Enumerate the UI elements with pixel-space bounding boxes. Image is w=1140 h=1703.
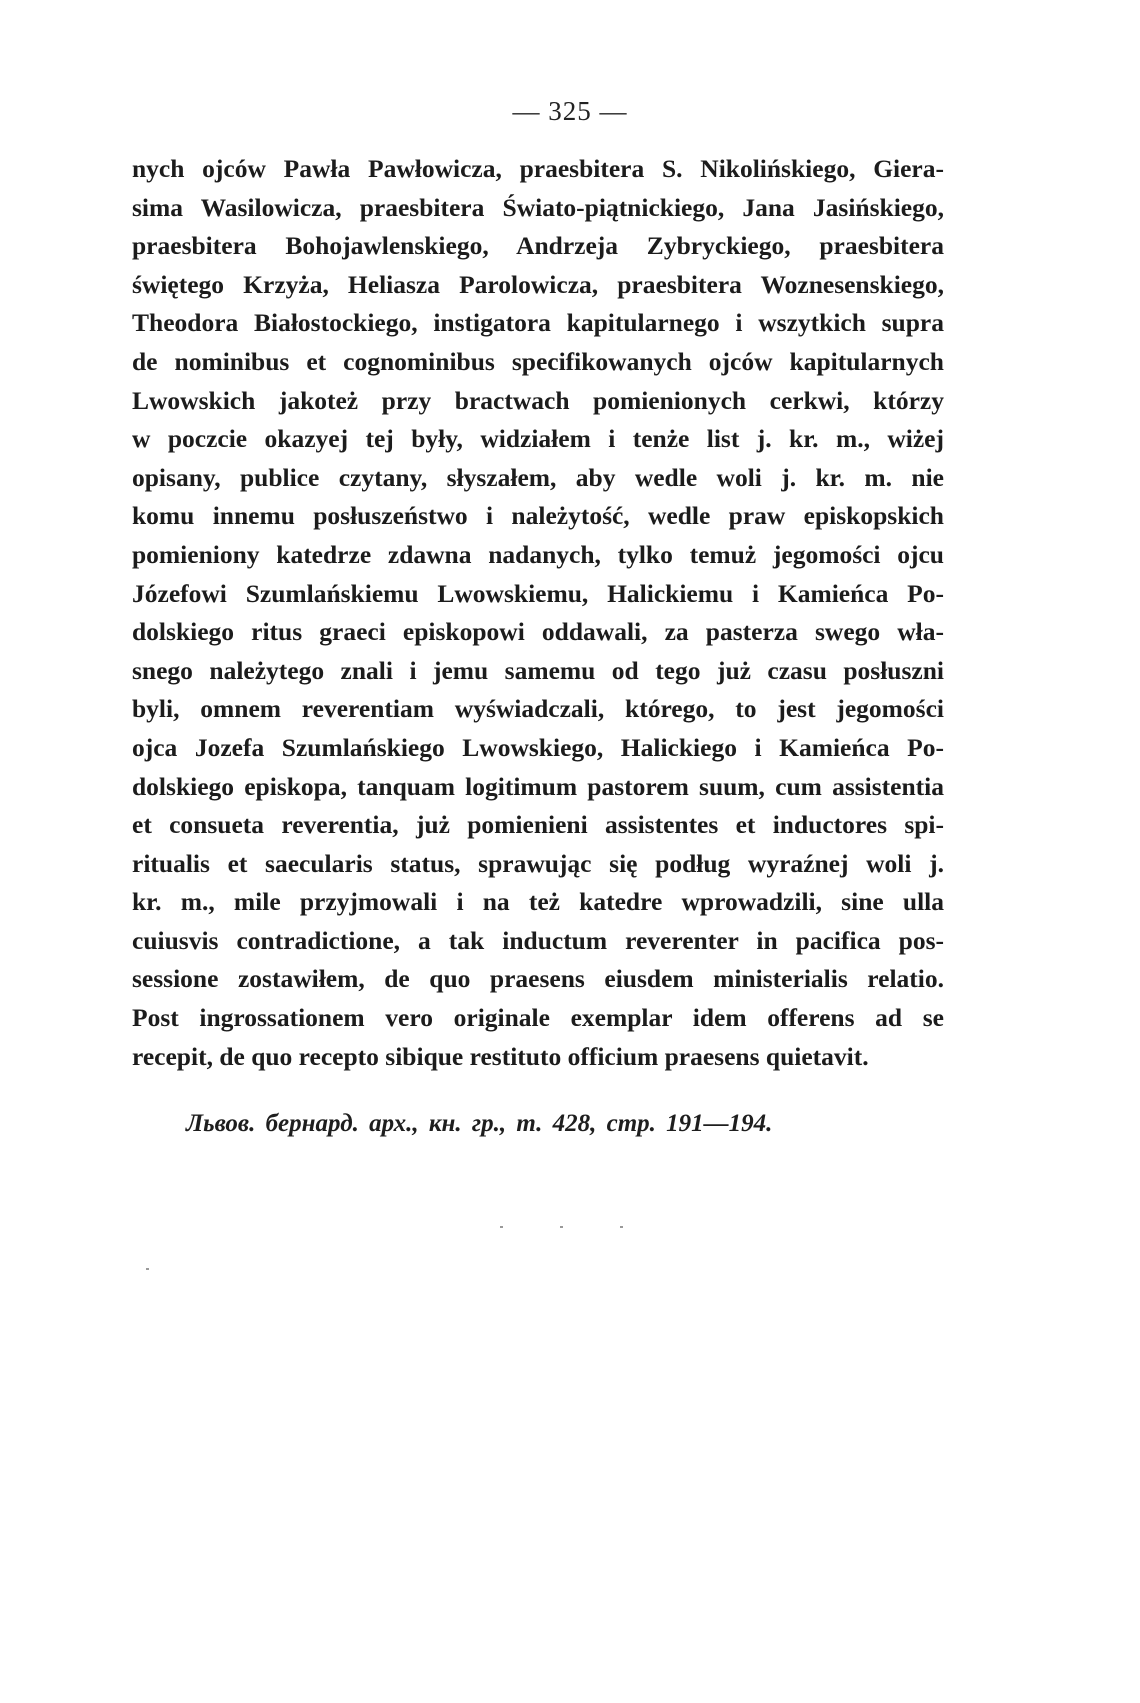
text-line: et consueta reverentia, już pomienieni assistentes et inductores spi- [132,810,944,840]
text-line: świętego Krzyża, Heliasza Parolowicza, praesbitera Woznesenskiego, [132,269,944,299]
text-line: de nominibus et cognominibus specifikowanych ojców kapitularnych [132,346,944,376]
text-line: sessione zostawiłem, de quo praesens eiusdem ministerialis relatio. [132,964,944,994]
text-line: komu innemu posłuszeństwo i należytość, wedle praw episkopskich [132,501,944,531]
text-line: pomieniony katedrze zdawna nadanych, tylko temuż jegomości ojcu [132,539,944,569]
text-line: Lwowskich jakoteż przy bractwach pomienionych cerkwi, którzy [132,385,944,415]
text-line: opisany, publice czytany, słyszałem, aby wedle woli j. kr. m. nie [132,462,944,492]
text-line: snego należytego znali i jemu samemu od tego już czasu posłuszni [132,655,944,685]
scan-speck [620,1226,623,1228]
text-line: dolskiego episkopa, tanquam logitimum pastorem suum, cum assistentia [132,771,944,801]
text-line: byli, omnem reverentiam wyświadczali, którego, to jest jegomości [132,694,944,724]
text-line: cuiusvis contradictione, a tak inductum reverenter in pacifica pos- [132,925,944,955]
text-line: ritualis et saecularis status, sprawując się podług wyraźnej woli j. [132,848,944,878]
body-paragraph [132,150,944,1076]
text-line: sima Wasilowicza, praesbitera Świato-piątnickiego, Jana Jasińskiego, [132,192,944,222]
text-line: nych ojców Pawła Pawłowicza, praesbitera S. Nikolińskiego, Giera- [132,154,944,183]
text-line: w poczcie okazyej tej były, widziałem i tenże list j. kr. m., wiżej [132,424,944,454]
scan-speck [146,1268,149,1270]
text-line: dolskiego ritus graeci episkopowi oddawali, za pasterza swego wła- [132,617,944,647]
source-citation: Львов. бернард. арх., кн. гр., т. 428, стр. 191—194. [186,1110,773,1137]
text-line: Theodora Białostockiego, instigatora kapitularnego i wszytkich supra [132,308,944,338]
text-line: Józefowi Szumlańskiemu Lwowskiemu, Halickiemu i Kamieńca Po- [132,578,944,608]
text-line: ojca Jozefa Szumlańskiego Lwowskiego, Halickiego i Kamieńca Po- [132,732,944,762]
scan-speck [560,1226,563,1228]
text-line: recepit, de quo recepto sibique restituto officium praesens quietavit. [132,1041,869,1071]
text-line: kr. m., mile przyjmowali i na też katedre wprowadzili, sine ulla [132,887,944,917]
scan-speck [500,1226,503,1228]
text-line: praesbitera Bohojawlenskiego, Andrzeja Zybryckiego, praesbitera [132,231,944,261]
text-line: Post ingrossationem vero originale exemplar idem offerens ad se [132,1003,944,1033]
page-number: — 325 — [512,96,628,126]
